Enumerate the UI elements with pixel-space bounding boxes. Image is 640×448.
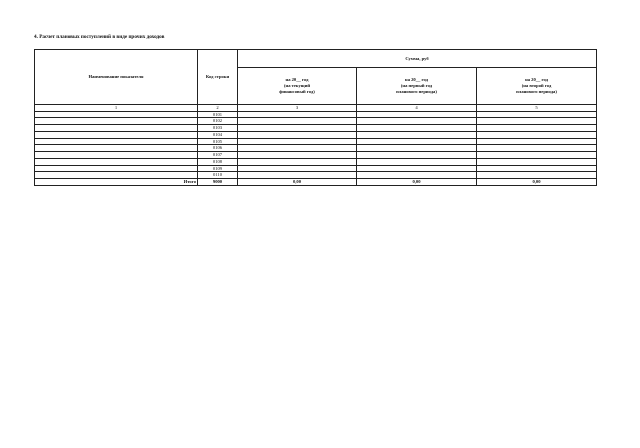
table-row	[35, 131, 597, 138]
row-code: 0107	[198, 152, 238, 159]
value-cell	[477, 152, 597, 159]
table-row	[35, 125, 597, 132]
period-line: финансовый год)	[279, 88, 315, 94]
column-number: 2	[198, 105, 238, 112]
value-cell	[238, 125, 357, 132]
value-cell	[357, 152, 477, 159]
period-line: (на текущий	[284, 83, 310, 89]
value-cell	[357, 158, 477, 165]
table-row	[35, 158, 597, 165]
value-cell	[238, 118, 357, 125]
row-code: 0108	[198, 158, 238, 165]
row-code: 0109	[198, 165, 238, 172]
value-cell	[357, 118, 477, 125]
value-cell	[477, 145, 597, 152]
value-cell	[357, 125, 477, 132]
indicator-cell	[35, 131, 198, 138]
table-row	[35, 152, 597, 159]
value-cell	[477, 172, 597, 179]
header-period-second	[477, 68, 597, 105]
value-cell	[238, 165, 357, 172]
row-code: 0106	[198, 145, 238, 152]
row-code: 0103	[198, 125, 238, 132]
indicator-cell	[35, 111, 198, 118]
value-cell	[357, 131, 477, 138]
value-cell	[238, 172, 357, 179]
value-cell	[477, 131, 597, 138]
period-line: (на второй год	[521, 83, 552, 89]
column-number: 3	[238, 105, 357, 112]
value-cell	[238, 131, 357, 138]
row-code: 0104	[198, 131, 238, 138]
value-cell	[357, 138, 477, 145]
income-table	[34, 49, 597, 186]
value-cell	[238, 138, 357, 145]
header-indicator-name: Наименование показателя	[35, 50, 198, 105]
row-code: 0102	[198, 118, 238, 125]
value-cell	[238, 158, 357, 165]
value-cell	[477, 125, 597, 132]
value-cell	[357, 165, 477, 172]
total-value: 0,00	[477, 179, 597, 186]
indicator-cell	[35, 125, 198, 132]
period-line: на 20__ год	[285, 77, 309, 83]
header-period-current	[238, 68, 357, 105]
table-row	[35, 145, 597, 152]
value-cell	[477, 165, 597, 172]
value-cell	[477, 158, 597, 165]
indicator-cell	[35, 145, 198, 152]
column-number: 4	[357, 105, 477, 112]
total-value: 0,00	[238, 179, 357, 186]
value-cell	[477, 138, 597, 145]
total-label: Итого	[35, 179, 198, 186]
table-row	[35, 111, 597, 118]
indicator-cell	[35, 172, 198, 179]
header-row-top	[35, 50, 597, 68]
table-row	[35, 118, 597, 125]
header-row-code: Код строки	[198, 50, 238, 105]
value-cell	[238, 152, 357, 159]
value-cell	[357, 172, 477, 179]
section-heading: 4. Расчет плановых поступлений в виде прочих доходов	[34, 34, 165, 40]
value-cell	[357, 145, 477, 152]
value-cell	[238, 111, 357, 118]
total-row	[35, 179, 597, 186]
row-code: 0105	[198, 138, 238, 145]
indicator-cell	[35, 165, 198, 172]
value-cell	[357, 111, 477, 118]
table-row	[35, 172, 597, 179]
period-line: (на первый год	[400, 83, 433, 89]
total-code: 9000	[198, 179, 238, 186]
period-line: планового периода)	[516, 88, 557, 94]
indicator-cell	[35, 152, 198, 159]
column-number: 1	[35, 105, 198, 112]
row-code: 0101	[198, 111, 238, 118]
value-cell	[477, 111, 597, 118]
total-value: 0,00	[357, 179, 477, 186]
row-code: 0110	[198, 172, 238, 179]
column-number: 5	[477, 105, 597, 112]
value-cell	[238, 145, 357, 152]
value-cell	[477, 118, 597, 125]
period-line: на 20__ год	[405, 77, 428, 83]
indicator-cell	[35, 138, 198, 145]
indicator-cell	[35, 118, 198, 125]
column-numbers-row	[35, 105, 597, 112]
period-line: планового периода)	[396, 88, 437, 94]
period-line: на 20__ год	[525, 77, 548, 83]
header-period-first	[357, 68, 477, 105]
indicator-cell	[35, 158, 198, 165]
table-row	[35, 138, 597, 145]
table-row	[35, 165, 597, 172]
header-sum: Сумма, руб	[238, 50, 597, 68]
